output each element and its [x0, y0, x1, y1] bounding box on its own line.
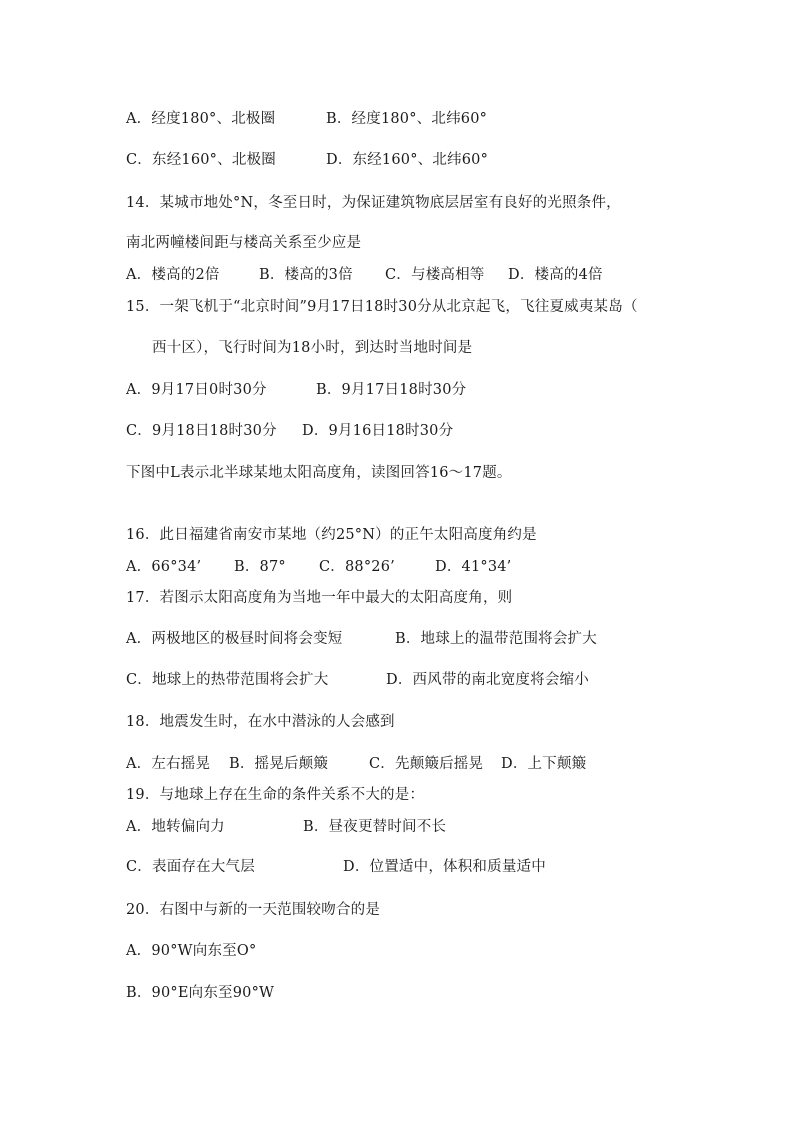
q15-stem-line-1: 15．一架飞机于“北京时间”9月17日18时30分从北京起飞，飞往夏威夷某岛（	[126, 299, 638, 315]
q15-option-a: A．9月17日0时30分	[126, 382, 267, 398]
q13-option-d: D．东经160°、北纬60°	[326, 152, 489, 168]
q18-options	[126, 755, 587, 773]
q14-stem-line-2: 南北两幢楼间距与楼高关系至少应是	[126, 235, 362, 251]
q19-stem: 19．与地球上存在生命的条件关系不大的是：	[126, 787, 425, 803]
q18-option-b: B．摇晃后颠簸	[229, 756, 329, 772]
q16-option-a: A．66°34’	[126, 559, 202, 575]
q16-option-b: B．87°	[234, 559, 286, 575]
q15-option-row-1	[126, 381, 467, 399]
q19-option-c: C．表面存在大气层	[126, 859, 255, 875]
q15-option-b: B．9月17日18时30分	[316, 382, 467, 398]
q18-stem: 18．地震发生时，在水中潜泳的人会感到	[126, 714, 395, 730]
q16-17-intro: 下图中L表示北半球某地太阳高度角，读图回答16～17题。	[126, 465, 512, 481]
q19-option-row-2	[126, 858, 546, 876]
q19-option-a: A．地转偏向力	[126, 819, 225, 835]
q17-option-c: C．地球上的热带范围将会扩大	[126, 672, 329, 688]
q16-stem: 16．此日福建省南安市某地（约25°N）的正午太阳高度角约是	[126, 527, 537, 543]
q13-option-a: A．经度180°、北极圈	[126, 111, 276, 127]
q13-option-c: C．东经160°、北极圈	[126, 152, 276, 168]
q15-stem-line-2: 西十区），飞行时间为18小时，到达时当地时间是	[152, 340, 473, 356]
q13-option-row-1	[126, 110, 488, 128]
q16-options	[126, 558, 512, 576]
q19-option-row-1	[126, 818, 447, 836]
q17-option-b: B．地球上的温带范围将会扩大	[395, 631, 597, 647]
q14-stem-line-1: 14．某城市地处°N，冬至日时，为保证建筑物底层居室有良好的光照条件，	[126, 195, 621, 211]
q15-option-d: D．9月16日18时30分	[302, 423, 454, 439]
q18-option-d: D．上下颠簸	[501, 756, 587, 772]
q13-option-row-2	[126, 151, 489, 169]
q15-option-c: C．9月18日18时30分	[126, 423, 277, 439]
q18-option-a: A．左右摇晃	[126, 756, 211, 772]
q14-options	[126, 266, 603, 284]
q19-option-b: B．昼夜更替时间不长	[303, 819, 447, 835]
q20-stem: 20．右图中与新的一天范围较吻合的是	[126, 902, 381, 918]
q16-option-c: C．88°26’	[319, 559, 395, 575]
q16-option-d: D．41°34’	[435, 559, 512, 575]
q14-option-c: C．与楼高相等	[385, 267, 485, 283]
q14-option-b: B．楼高的3倍	[259, 267, 353, 283]
q17-option-a: A．两极地区的极昼时间将会变短	[126, 631, 343, 647]
q18-option-c: C．先颠簸后摇晃	[369, 756, 484, 772]
q17-option-row-2	[126, 671, 589, 689]
q20-option-a: A．90°W向东至O°	[126, 943, 257, 959]
q17-stem: 17．若图示太阳高度角为当地一年中最大的太阳高度角，则	[126, 590, 513, 606]
q17-option-d: D．西风带的南北宽度将会缩小	[386, 672, 589, 688]
q17-option-row-1	[126, 630, 597, 648]
q14-option-d: D．楼高的4倍	[508, 267, 603, 283]
q15-option-row-2	[126, 422, 454, 440]
q20-option-b: B．90°E向东至90°W	[126, 985, 275, 1001]
q19-option-d: D．位置适中，体积和质量适中	[343, 859, 546, 875]
q13-option-b: B．经度180°、北纬60°	[326, 111, 488, 127]
q14-option-a: A．楼高的2倍	[126, 267, 220, 283]
